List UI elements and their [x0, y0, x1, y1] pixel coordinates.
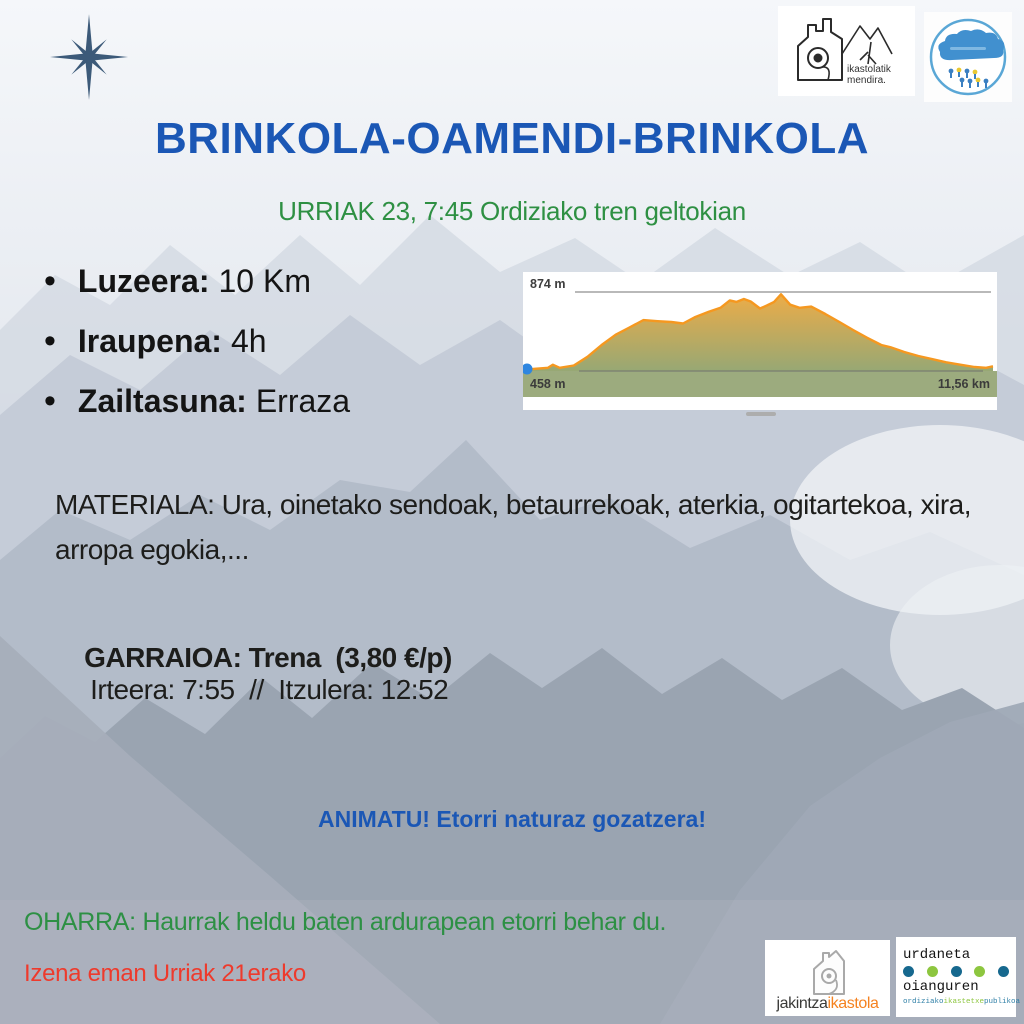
dot-blue: [998, 966, 1009, 977]
urdaneta-oianguren-logo: [896, 937, 1021, 1017]
dot-green: [974, 966, 985, 977]
urdaneta-text: urdaneta: [903, 946, 971, 963]
chart-base-band: [523, 371, 997, 397]
oianguren-text: oianguren: [903, 979, 979, 995]
ordiziako-text: ordiziako: [903, 998, 944, 1007]
transport-bold-text: GARRAIOA: Trena (3,80 €/p): [84, 642, 452, 673]
jakintza-wordmark: [776, 996, 878, 1012]
chart-handle-mark: [746, 412, 776, 416]
dot-blue: [903, 966, 914, 977]
urdaneta-dots: [903, 966, 1009, 977]
jakintza-text: jakintza: [776, 995, 828, 1012]
mendira-text: mendira.: [847, 75, 886, 86]
transport-paragraph: [55, 610, 1015, 738]
circular-school-logo: [924, 12, 1012, 102]
ikastolatik-mendira-logo: [778, 6, 915, 96]
ikastolatik-text: ikastolatik: [847, 64, 891, 75]
hike-details-list: [44, 262, 514, 442]
materials-paragraph: MATERIALA: Ura, oinetako sendoak, betaurrekoak, aterkia, ogitartekoa, xira, arropa egokia,...: [55, 489, 972, 566]
event-datetime-subtitle: URRIAK 23, 7:45 Ordiziako tren geltokian: [278, 196, 746, 226]
detail-label: • Iraupena:: [77, 323, 222, 359]
detail-value: Erraza: [255, 383, 351, 419]
list-item-luzeera: [44, 262, 514, 301]
list-item-zailtasuna: [44, 382, 514, 421]
distance-label: 11,56 km: [937, 377, 990, 391]
compass-star-icon: [50, 14, 128, 100]
detail-value: 10 Km: [218, 263, 311, 299]
encouragement-line: ANIMATU! Etorri naturaz gozatzera!: [317, 806, 707, 832]
jakintza-ikastola-logo: [765, 940, 890, 1016]
ikastola-text: ikastola: [827, 995, 879, 1012]
min-elevation-label: 458 m: [530, 377, 566, 391]
elevation-profile-chart: [523, 272, 997, 410]
transport-times-text: Irteera: 7:55 // Itzulera: 12:52: [90, 674, 449, 705]
page-title: BRINKOLA-OAMENDI-BRINKOLA: [155, 114, 869, 163]
notice-line: OHARRA: Haurrak heldu baten ardurapean etorri behar du.: [24, 908, 667, 936]
jakintza-house-icon: [798, 944, 858, 996]
signup-deadline-line: Izena eman Urriak 21erako: [24, 960, 306, 987]
elevation-chart-svg: [523, 272, 997, 410]
publikoa-text: publikoa: [984, 998, 1021, 1007]
detail-label: • Luzeera:: [77, 263, 210, 299]
urdaneta-subtitle: [903, 998, 1021, 1007]
ikastetxe-text: ikastetxe: [943, 998, 985, 1007]
max-elevation-label: 874 m: [530, 277, 566, 291]
dot-blue: [951, 966, 962, 977]
detail-label: • Zailtasuna:: [77, 383, 247, 419]
detail-value: 4h: [230, 323, 267, 359]
list-item-iraupena: [44, 322, 514, 361]
dot-green: [927, 966, 938, 977]
